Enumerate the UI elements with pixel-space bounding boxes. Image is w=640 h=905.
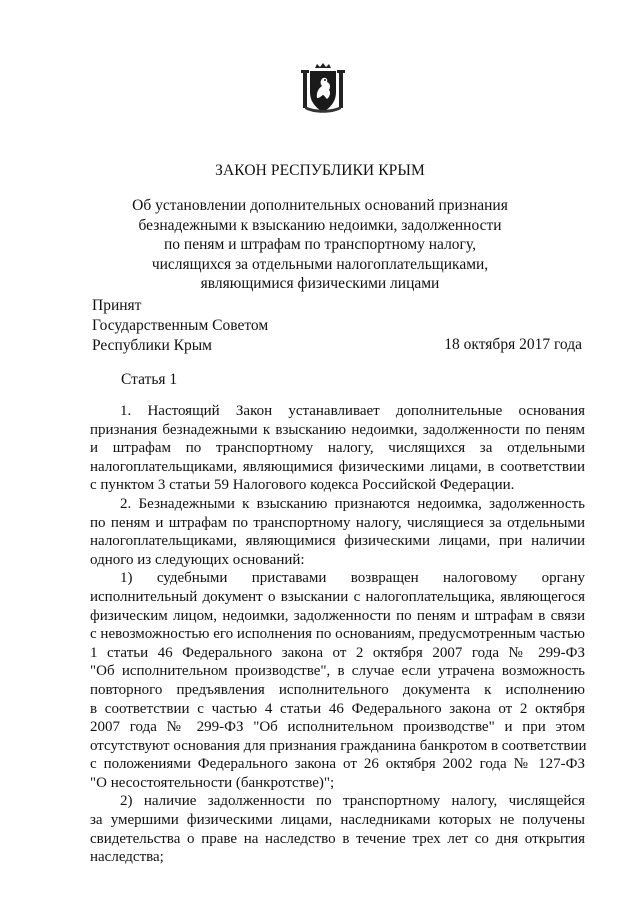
document-subtitle	[0, 196, 640, 294]
body-line: 1 статьи 46 Федерального закона от 2 октября 2007 года № 299-ФЗ	[90, 644, 585, 661]
adopted-by-block	[92, 296, 268, 356]
body-line: отсутствуют основания для признания гражданина банкротом в соответствии	[90, 737, 587, 754]
body-line: 1. Настоящий Закон устанавливает дополнительные основания	[120, 403, 585, 419]
adopted-date: 18 октября 2017 года	[444, 336, 582, 353]
crimea-coat-of-arms-icon	[300, 62, 346, 114]
body-line: налогоплательщиками, являющимися физическими лицами, в соответствии	[90, 458, 585, 475]
adopted-line: Принят	[92, 297, 142, 314]
body-line: 2) наличие задолженности по транспортному налогу, числящейся	[120, 793, 585, 810]
body-line: налогоплательщиками, являющимися физическими лицами, при наличии	[90, 533, 585, 550]
body-line: в соответствии с частью 4 статьи 46 Федерального закона от 2 октября	[90, 700, 585, 717]
body-line: 2007 года № 299-ФЗ "Об исполнительном производстве" и при этом	[90, 719, 585, 736]
body-line: повторного предъявления исполнительного документа к исполнению	[90, 681, 585, 698]
body-line: с невозможностью его исполнения по основаниям, предусмотренным частью	[90, 626, 585, 643]
document-title: ЗАКОН РЕСПУБЛИКИ КРЫМ	[215, 162, 425, 179]
body-line: свидетельства о праве на наследство в течение трех лет со дня открытия	[90, 830, 585, 847]
article-heading: Статья 1	[121, 371, 178, 388]
article-body	[90, 402, 585, 867]
body-line: и штрафам по транспортному налогу, числящихся за отдельными	[90, 440, 585, 457]
subtitle-line: безнадежными к взысканию недоимки, задолженности	[138, 216, 502, 234]
adopted-line: Государственным Советом	[92, 317, 269, 334]
body-line: по пеням и штрафам по транспортному налогу, числящиеся за отдельными	[90, 514, 585, 531]
body-line: "О несостоятельности (банкротстве)";	[90, 774, 335, 791]
body-line: за умершими физическими лицами, наследниками которых не получены	[90, 812, 585, 829]
subtitle-line: Об установлении дополнительных оснований признания	[132, 197, 508, 214]
subtitle-line: являющимися физическими лицами	[200, 275, 440, 292]
body-line: с пунктом 3 статьи 59 Налогового кодекса Российской Федерации.	[90, 477, 515, 494]
body-line: наследства;	[90, 849, 164, 866]
subtitle-line: по пеням и штрафам по транспортному налогу,	[164, 236, 476, 253]
body-line: с положениями Федерального закона от 26 октября 2002 года № 127-ФЗ	[90, 756, 585, 773]
body-line: исполнительный документ о взыскании с налогоплательщика, являющегося	[90, 588, 585, 605]
body-line: 1) судебными приставами возвращен налоговому органу	[120, 570, 585, 587]
body-line: признания безнадежными к взысканию недоимки, задолженности по пеням	[90, 421, 585, 438]
body-line: "Об исполнительном производстве", в случае если утрачена возможность	[90, 663, 585, 680]
subtitle-line: числящихся за отдельными налогоплательщиками,	[151, 255, 489, 273]
body-line: физическим лицом, недоимки, задолженности по пеням и штрафам в связи	[90, 607, 585, 624]
body-line: одного из следующих оснований:	[90, 551, 305, 568]
adopted-line: Республики Крым	[92, 337, 212, 354]
body-line: 2. Безнадежными к взысканию признаются недоимка, задолженность	[120, 495, 585, 512]
